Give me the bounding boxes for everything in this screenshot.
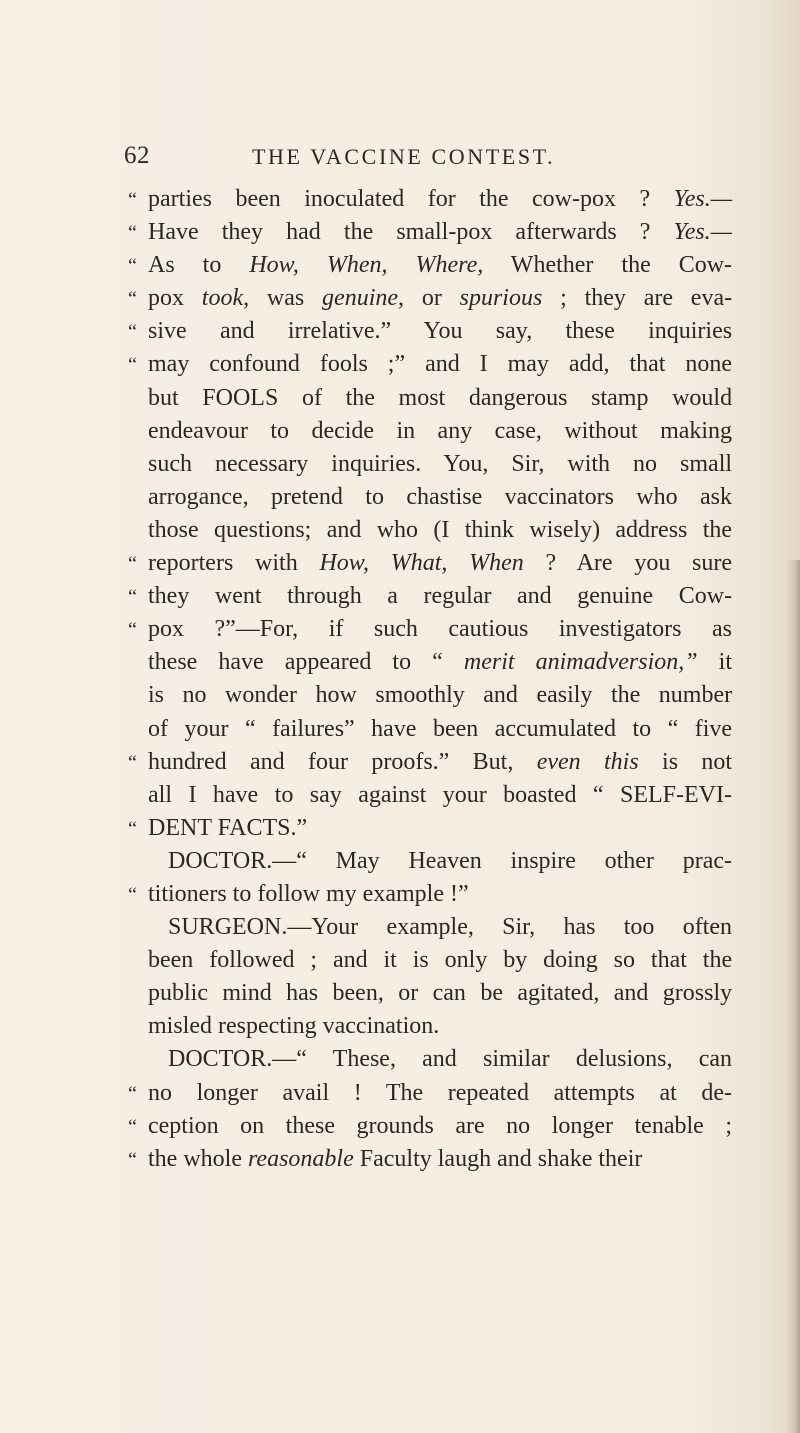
line-text: all I have to say against your boasted “ SELF-EVI- [148, 781, 732, 808]
line-text: parties been inoculated for the cow-pox ? Yes.— [148, 186, 733, 212]
quote-mark: “ [128, 751, 137, 774]
quote-mark: “ [128, 586, 137, 609]
quote-mark: “ [128, 1115, 137, 1138]
text-line [128, 746, 733, 779]
text-line [128, 348, 733, 381]
quote-mark: “ [128, 288, 137, 311]
quote-mark: “ [128, 222, 137, 245]
text-line [132, 944, 732, 977]
line-text: DOCTOR.—“ May Heaven inspire other prac- [168, 847, 733, 874]
line-text: Have they had the small-pox afterwards ? Yes.— [148, 219, 733, 246]
text-line [128, 315, 733, 348]
quote-mark: “ [128, 354, 137, 377]
line-text: the whole reasonable Faculty laugh and shake their [148, 1145, 643, 1172]
line-text: no longer avail ! The repeated attempts at de- [148, 1079, 733, 1106]
body-text [128, 183, 733, 1176]
line-text: is no wonder how smoothly and easily the number [148, 682, 733, 709]
line-text: but FOOLS of the most dangerous stamp would [148, 384, 733, 411]
text-line [128, 1143, 732, 1176]
text-line [132, 382, 732, 415]
page-number: 62 [124, 142, 150, 169]
line-text: DOCTOR.—“ These, and similar delusions, can [168, 1046, 733, 1073]
text-line [132, 1010, 732, 1043]
line-text: DENT FACTS.” [148, 814, 308, 841]
text-line [132, 911, 732, 944]
line-text: sive and irrelative.” You say, these inquiries [148, 318, 733, 345]
text-line [128, 216, 733, 249]
line-text: reporters with How, What, When ? Are you sure [148, 550, 733, 577]
quote-mark: “ [128, 1082, 137, 1105]
page-edge-shadow [786, 560, 800, 1433]
text-line [132, 679, 732, 712]
text-line [128, 878, 732, 911]
text-line [132, 514, 732, 547]
text-line [128, 812, 732, 845]
text-line [128, 1077, 733, 1110]
line-text: misled respecting vaccination. [148, 1013, 440, 1040]
quote-mark: “ [128, 619, 137, 642]
text-line [128, 580, 733, 613]
quote-mark: “ [128, 321, 137, 344]
line-text: titioners to follow my example !” [148, 880, 469, 907]
text-line [132, 448, 732, 481]
line-text: those questions; and who (I think wisely) address the [148, 516, 733, 543]
line-text: been followed ; and it is only by doing so that the [148, 947, 733, 974]
line-text: may confound fools ;” and I may add, that none [148, 351, 733, 378]
line-text: SURGEON.—Your example, Sir, has too often [168, 914, 732, 941]
line-text: of your “ failures” have been accumulated to “ five [148, 715, 733, 742]
line-text: endeavour to decide in any case, without making [148, 417, 733, 444]
text-line [128, 613, 732, 646]
text-line [128, 249, 733, 282]
text-line [128, 547, 733, 580]
text-line [132, 977, 732, 1010]
text-line [132, 713, 732, 746]
line-text: As to How, When, Where, Whether the Cow- [148, 252, 733, 279]
text-line [128, 1110, 732, 1143]
line-text: they went through a regular and genuine Cow- [148, 583, 733, 610]
line-text: these have appeared to “ merit animadversion,” it [148, 649, 733, 676]
line-text: such necessary inquiries. You, Sir, with no small [148, 450, 733, 477]
text-line [132, 481, 732, 514]
text-line [132, 779, 732, 812]
running-title: THE VACCINE CONTEST. [252, 144, 556, 169]
text-line [132, 646, 732, 679]
quote-mark: “ [128, 883, 137, 906]
quote-mark: “ [128, 817, 137, 840]
text-line [128, 183, 733, 216]
quote-mark: “ [128, 1148, 137, 1171]
line-text: hundred and four proofs.” But, even this is not [148, 748, 733, 775]
line-text: pox ?”—For, if such cautious investigators as [148, 616, 732, 643]
text-line [128, 282, 733, 315]
line-text: arrogance, pretend to chastise vaccinators who ask [148, 483, 732, 510]
quote-mark: “ [128, 189, 137, 211]
quote-mark: “ [128, 255, 137, 278]
text-line [132, 845, 732, 878]
line-text: pox took, was genuine, or spurious ; they are eva- [148, 285, 733, 312]
line-text: ception on these grounds are no longer tenable ; [148, 1112, 732, 1139]
running-head [124, 142, 724, 172]
text-line [132, 1043, 732, 1076]
text-line [132, 415, 732, 448]
line-text: public mind has been, or can be agitated, and grossly [148, 980, 733, 1007]
quote-mark: “ [128, 553, 137, 576]
